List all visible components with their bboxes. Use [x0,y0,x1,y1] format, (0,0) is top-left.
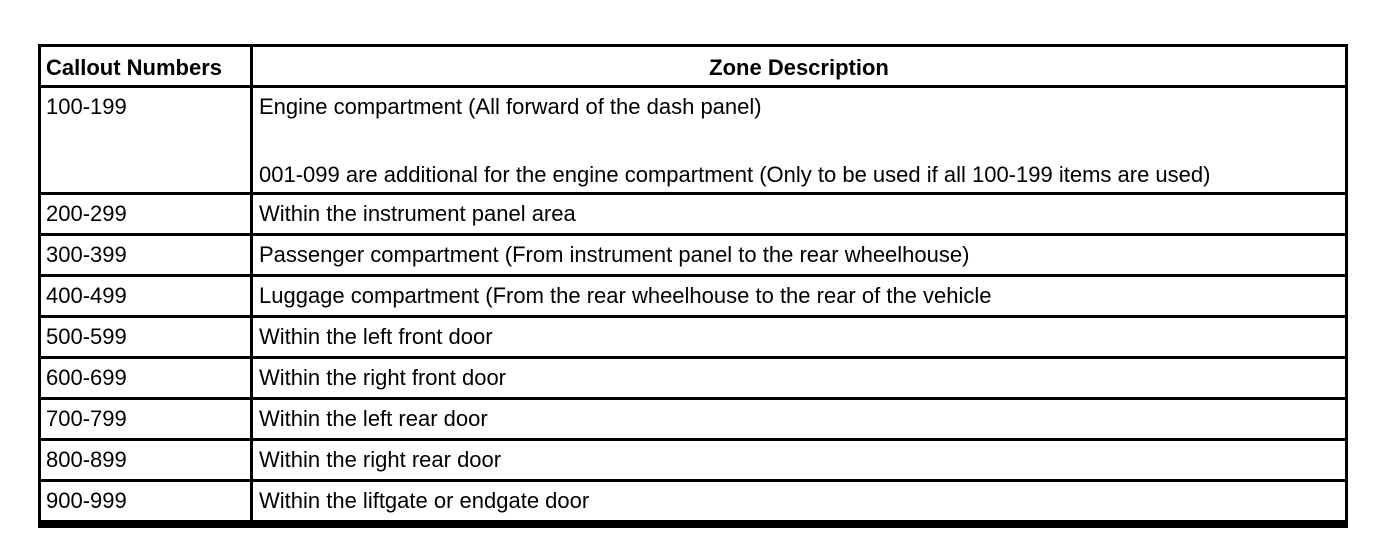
row-callout: 200-299 [41,195,250,233]
row-callout: 400-499 [41,277,250,315]
row-callout: 800-899 [41,441,250,479]
row-callout: 100-199 [41,88,250,192]
row-description: Within the liftgate or endgate door [253,482,1345,520]
row-description: Within the right front door [253,359,1345,397]
description-extra-line: 001-099 are additional for the engine compartment (Only to be used if all 100-199 items are used) [259,162,1211,187]
row-callout: 500-599 [41,318,250,356]
row-description: Within the left rear door [253,400,1345,438]
description-line: Engine compartment (All forward of the dash panel) [259,94,762,119]
row-description [253,88,1345,192]
callout-zone-table [38,44,1348,528]
row-description: Within the right rear door [253,441,1345,479]
table-grid [41,47,1345,525]
header-callout-numbers: Callout Numbers [41,47,250,85]
row-callout: 900-999 [41,482,250,520]
row-description: Within the instrument panel area [253,195,1345,233]
row-callout: 700-799 [41,400,250,438]
row-description: Within the left front door [253,318,1345,356]
row-description: Passenger compartment (From instrument panel to the rear wheelhouse) [253,236,1345,274]
row-callout: 600-699 [41,359,250,397]
row-description: Luggage compartment (From the rear wheelhouse to the rear of the vehicle [253,277,1345,315]
header-zone-description: Zone Description [253,47,1345,85]
row-callout: 300-399 [41,236,250,274]
